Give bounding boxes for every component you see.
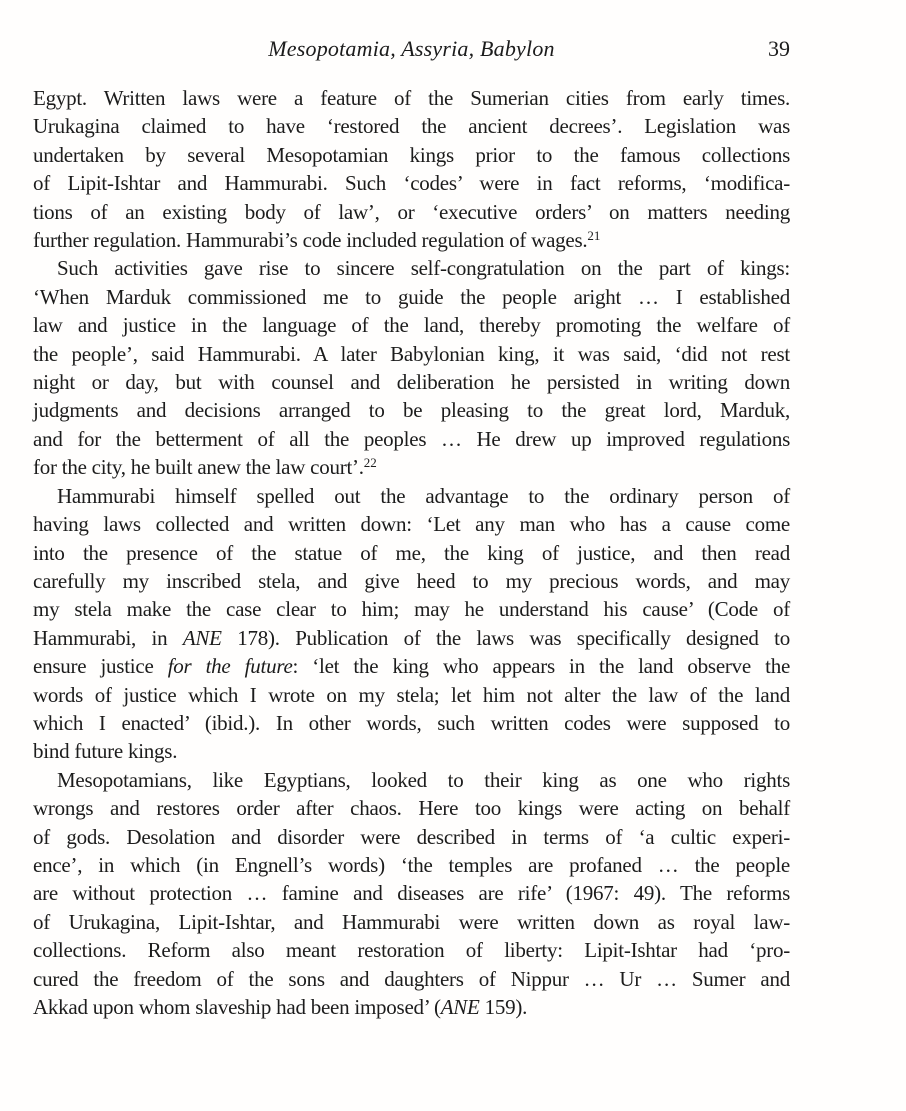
italic-text: for the future <box>167 654 293 679</box>
text-segment: of Urukagina, Lipit-Ishtar, and Hammurabi were written down as royal law- <box>33 909 790 934</box>
text-line <box>33 965 790 993</box>
text-line <box>33 709 790 737</box>
text-segment: wrongs and restores order after chaos. Here too kings were acting on behalf <box>33 796 790 821</box>
text-segment: tions of an existing body of law’, or ‘executive orders’ on matters needing <box>33 199 790 224</box>
text-segment: Such activities gave rise to sincere self-congratulation on the part of kings: <box>57 256 790 281</box>
paragraph <box>33 766 790 1022</box>
paragraph <box>33 482 790 766</box>
text-line <box>33 595 790 623</box>
text-segment: having laws collected and written down: ‘Let any man who has a cause come <box>33 512 790 537</box>
text-segment: night or day, but with counsel and deliberation he persisted in writing down <box>33 370 790 395</box>
text-line <box>33 112 790 140</box>
text-line <box>33 340 790 368</box>
text-line <box>33 908 790 936</box>
text-segment: Mesopotamians, like Egyptians, looked to their king as one who rights <box>57 767 790 792</box>
text-line <box>33 567 790 595</box>
text-segment: ensure justice <box>33 654 168 679</box>
paragraph <box>33 84 790 254</box>
text-segment: 178). Publication of the laws was specifically designed to <box>221 625 790 650</box>
text-line <box>33 766 790 794</box>
text-segment: Urukagina claimed to have ‘restored the ancient decrees’. Legislation was <box>33 114 790 139</box>
text-line <box>33 226 790 254</box>
text-segment: ‘When Marduk commissioned me to guide the people aright … I established <box>33 284 790 309</box>
text-line <box>33 453 790 481</box>
text-line <box>33 368 790 396</box>
text-segment: into the presence of the statue of me, the king of justice, and then read <box>33 540 790 565</box>
text-segment: for the city, he built anew the law court’. <box>33 455 364 480</box>
text-line <box>33 482 790 510</box>
text-segment: the people’, said Hammurabi. A later Babylonian king, it was said, ‘did not rest <box>33 341 790 366</box>
text-line <box>33 936 790 964</box>
text-segment: further regulation. Hammurabi’s code included regulation of wages. <box>33 228 588 253</box>
text-segment: Hammurabi, in <box>33 625 183 650</box>
text-segment: bind future kings. <box>33 739 178 764</box>
text-segment: collections. Reform also meant restoration of liberty: Lipit-Ishtar had ‘pro- <box>33 938 790 963</box>
text-line <box>33 141 790 169</box>
italic-text: ANE <box>440 995 480 1019</box>
text-line <box>33 510 790 538</box>
text-segment: of Lipit-Ishtar and Hammurabi. Such ‘codes’ were in fact reforms, ‘modifica- <box>33 171 790 196</box>
text-segment: carefully my inscribed stela, and give heed to my precious words, and may <box>33 568 790 593</box>
text-line <box>33 198 790 226</box>
text-line <box>33 311 790 339</box>
text-segment: Egypt. Written laws were a feature of the Sumerian cities from early times. <box>33 86 790 110</box>
text-line <box>33 681 790 709</box>
text-line <box>33 794 790 822</box>
text-line <box>33 283 790 311</box>
paragraph <box>33 254 790 481</box>
text-line <box>33 539 790 567</box>
text-line <box>33 425 790 453</box>
text-segment: words of justice which I wrote on my stela; let him not alter the law of the land <box>33 682 790 707</box>
text-segment: Akkad upon whom slaveship had been imposed’ ( <box>33 995 441 1019</box>
text-line <box>33 396 790 424</box>
text-line <box>33 652 790 680</box>
text-segment: judgments and decisions arranged to be pleasing to the great lord, Marduk, <box>33 398 790 423</box>
text-segment: of gods. Desolation and disorder were described in terms of ‘a cultic experi- <box>33 824 790 849</box>
running-header <box>33 34 790 64</box>
text-segment: : ‘let the king who appears in the land observe the <box>292 654 791 679</box>
text-line <box>33 851 790 879</box>
text-segment: law and justice in the language of the land, thereby promoting the welfare of <box>33 313 790 338</box>
body-text <box>33 84 790 1021</box>
text-segment: my stela make the case clear to him; may he understand his cause’ (Code of <box>33 597 790 622</box>
text-line <box>33 624 790 652</box>
text-line <box>33 737 790 765</box>
text-line <box>33 254 790 282</box>
text-line <box>33 993 790 1021</box>
text-line <box>33 84 790 112</box>
running-header-title: Mesopotamia, Assyria, Babylon <box>268 36 555 61</box>
italic-text: ANE <box>182 625 222 650</box>
footnote-reference: 21 <box>587 228 601 244</box>
text-segment: Hammurabi himself spelled out the advantage to the ordinary person of <box>57 483 790 508</box>
text-segment: ence’, in which (in Engnell’s words) ‘the temples are profaned … the people <box>33 852 790 877</box>
text-line <box>33 879 790 907</box>
text-segment: undertaken by several Mesopotamian kings prior to the famous collections <box>33 142 790 167</box>
text-line <box>33 823 790 851</box>
text-segment: 159). <box>479 995 528 1019</box>
text-line <box>33 169 790 197</box>
page-number: 39 <box>768 36 790 61</box>
text-segment: cured the freedom of the sons and daughters of Nippur … Ur … Sumer and <box>33 966 790 991</box>
text-segment: and for the betterment of all the peoples … He drew up improved regulations <box>33 426 790 451</box>
text-segment: which I enacted’ (ibid.). In other words, such written codes were supposed to <box>33 710 790 735</box>
text-segment: are without protection … famine and diseases are rife’ (1967: 49). The reforms <box>33 881 790 906</box>
footnote-reference: 22 <box>363 455 377 471</box>
